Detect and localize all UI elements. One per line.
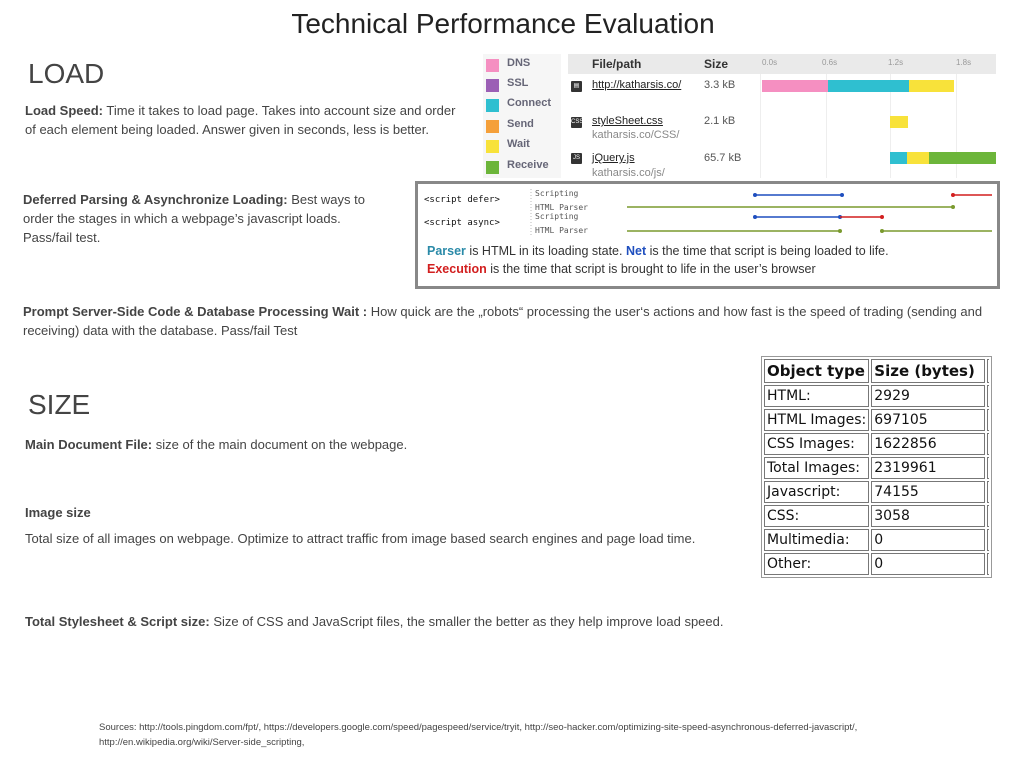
waterfall-chart xyxy=(568,54,996,178)
diagram-caption-line2 xyxy=(427,262,816,276)
prompt-desc: How quick are the „robots“ processing the user‘s actions and how fast is the speed of trading (sending and receiving) data with the database. Pass/fail Test xyxy=(23,304,983,338)
size-bytes: 2319961 xyxy=(871,457,985,479)
doc-icon: ▤ xyxy=(571,81,582,92)
object-type: HTML: xyxy=(764,385,869,407)
table-row xyxy=(764,385,989,407)
deferred-term: Deferred Parsing & Asynchronize Loading: xyxy=(23,192,288,207)
waterfall-header xyxy=(568,54,996,74)
file-path-header: File/path xyxy=(592,57,642,71)
table-row xyxy=(764,481,989,503)
main-doc-desc: size of the main document on the webpage. xyxy=(152,437,408,452)
waterfall-row xyxy=(568,76,996,110)
execution-term: Execution xyxy=(427,262,487,276)
main-doc-term: Main Document File: xyxy=(25,437,153,452)
column-header: Object type xyxy=(764,359,869,383)
defer-tag: <script defer> xyxy=(424,195,500,205)
net-term: Net xyxy=(625,244,647,258)
css-icon: CSS xyxy=(571,117,582,128)
table-row xyxy=(764,529,989,551)
size-bytes: 3058 xyxy=(871,505,985,527)
net-desc: is the time that script is being loaded to life. xyxy=(646,244,889,258)
legend-connect xyxy=(483,95,561,115)
dns-bar xyxy=(762,80,828,92)
deferred-text xyxy=(23,190,393,247)
load-speed-desc: Time it takes to load page. Takes into account size and order of each element being loaded. Answer given in seconds, less is better. xyxy=(25,103,456,137)
legend-label: SSL xyxy=(507,77,529,89)
connect-bar xyxy=(828,80,909,92)
ssl-swatch xyxy=(486,79,499,92)
html-parser-label: HTML Parser xyxy=(535,203,588,212)
execution-desc: is the time that script is brought to life in the user’s browser xyxy=(486,262,816,276)
legend-send xyxy=(483,116,561,136)
image-size-term: Image size xyxy=(25,505,91,520)
dns-swatch xyxy=(486,59,499,72)
js-icon: JS xyxy=(571,153,582,164)
deferred-desc: Best ways to order the stages in which a webpage’s javascript loads. Pass/fail test. xyxy=(23,192,365,245)
stylesheet-term: Total Stylesheet & Script size: xyxy=(25,614,210,629)
scripting-label: Scripting xyxy=(535,212,579,221)
wait-swatch xyxy=(486,140,499,153)
table-row xyxy=(764,553,989,575)
diagram-caption-line1 xyxy=(427,244,889,258)
prompt-text xyxy=(23,302,998,340)
file-size: 3.3 kB xyxy=(704,79,736,91)
legend-ssl xyxy=(483,75,561,95)
main-doc-text xyxy=(25,435,725,454)
object-type: HTML Images: xyxy=(764,409,869,431)
page-title: Technical Performance Evaluation xyxy=(291,8,715,39)
html-parser-label: HTML Parser xyxy=(535,226,588,235)
legend-label: Send xyxy=(507,118,534,130)
prompt-term: Prompt Server-Side Code & Database Processing Wait : xyxy=(23,304,368,319)
load-speed-term: Load Speed: xyxy=(25,103,104,118)
object-type: Multimedia: xyxy=(764,529,869,551)
stylesheet-desc: Size of CSS and JavaScript files, the smaller the better as they help improve load speed. xyxy=(209,614,724,629)
waterfall-legend xyxy=(483,54,561,178)
size-heading: SIZE xyxy=(28,389,91,420)
file-size: 2.1 kB xyxy=(704,115,736,127)
wait-bar xyxy=(907,152,929,164)
timeline-svg xyxy=(418,184,997,244)
load-speed-text xyxy=(25,101,465,139)
tick-label: 1.8s xyxy=(956,58,972,67)
file-link[interactable]: jQuery.js xyxy=(592,152,635,164)
legend-label: Wait xyxy=(507,138,530,150)
script-loading-diagram xyxy=(415,181,1000,289)
sources-footnote: Sources: http://tools.pingdom.com/fpt/, https://developers.google.com/speed/pagespeed/service/tryit, http://seo-hacker.com/optimizing-site-speed-asynchronous-deferred-javascript/, http://en.wikipedia.org/wiki/Server-side_scripting, xyxy=(99,722,858,748)
size-header: Size xyxy=(704,57,729,71)
file-path: katharsis.co/js/ xyxy=(592,167,665,179)
async-tag: <script async> xyxy=(424,218,500,228)
connect-bar xyxy=(890,152,907,164)
waterfall-row xyxy=(568,148,996,182)
receive-bar xyxy=(929,152,996,164)
tick-label: 0.6s xyxy=(822,58,838,67)
connect-swatch xyxy=(486,99,499,112)
send-swatch xyxy=(486,120,499,133)
tick-label: 0.0s xyxy=(762,58,778,67)
file-link[interactable]: http://katharsis.co/ xyxy=(592,79,682,91)
wait-bar xyxy=(909,80,954,92)
parser-term: Parser xyxy=(427,244,466,258)
scripting-label: Scripting xyxy=(535,189,579,198)
legend-label: DNS xyxy=(507,57,531,69)
load-heading: LOAD xyxy=(28,58,105,89)
size-bytes: 697105 xyxy=(871,409,985,431)
size-table xyxy=(761,356,992,578)
stylesheet-text xyxy=(25,612,740,631)
parser-desc: is HTML in its loading state. xyxy=(465,244,626,258)
size-bytes: 0 xyxy=(871,553,985,575)
wait-bar xyxy=(890,116,908,128)
column-header: Size (bytes) xyxy=(871,359,985,383)
object-type: CSS: xyxy=(764,505,869,527)
file-size: 65.7 kB xyxy=(704,152,742,164)
image-size-desc: Total size of all images on webpage. Optimize to attract traffic from image based search engines and page load time. xyxy=(25,531,696,546)
size-bytes: 74155 xyxy=(871,481,985,503)
object-type: Javascript: xyxy=(764,481,869,503)
object-type: Total Images: xyxy=(764,457,869,479)
legend-label: Connect xyxy=(507,97,551,109)
object-type: CSS Images: xyxy=(764,433,869,455)
legend-receive xyxy=(483,157,561,177)
receive-swatch xyxy=(486,161,499,174)
image-size-block xyxy=(25,503,735,548)
tick-label: 1.2s xyxy=(888,58,904,67)
table-row xyxy=(764,433,989,455)
table-row xyxy=(764,457,989,479)
file-path: katharsis.co/CSS/ xyxy=(592,129,680,141)
legend-wait xyxy=(483,136,561,156)
size-bytes: 2929 xyxy=(871,385,985,407)
table-row xyxy=(764,409,989,431)
object-type: Other: xyxy=(764,553,869,575)
size-bytes: 1622856 xyxy=(871,433,985,455)
table-header-row xyxy=(764,359,989,383)
waterfall-row xyxy=(568,112,996,146)
legend-dns xyxy=(483,55,561,75)
file-link[interactable]: styleSheet.css xyxy=(592,115,663,127)
legend-label: Receive xyxy=(507,159,549,171)
table-row xyxy=(764,505,989,527)
size-bytes: 0 xyxy=(871,529,985,551)
